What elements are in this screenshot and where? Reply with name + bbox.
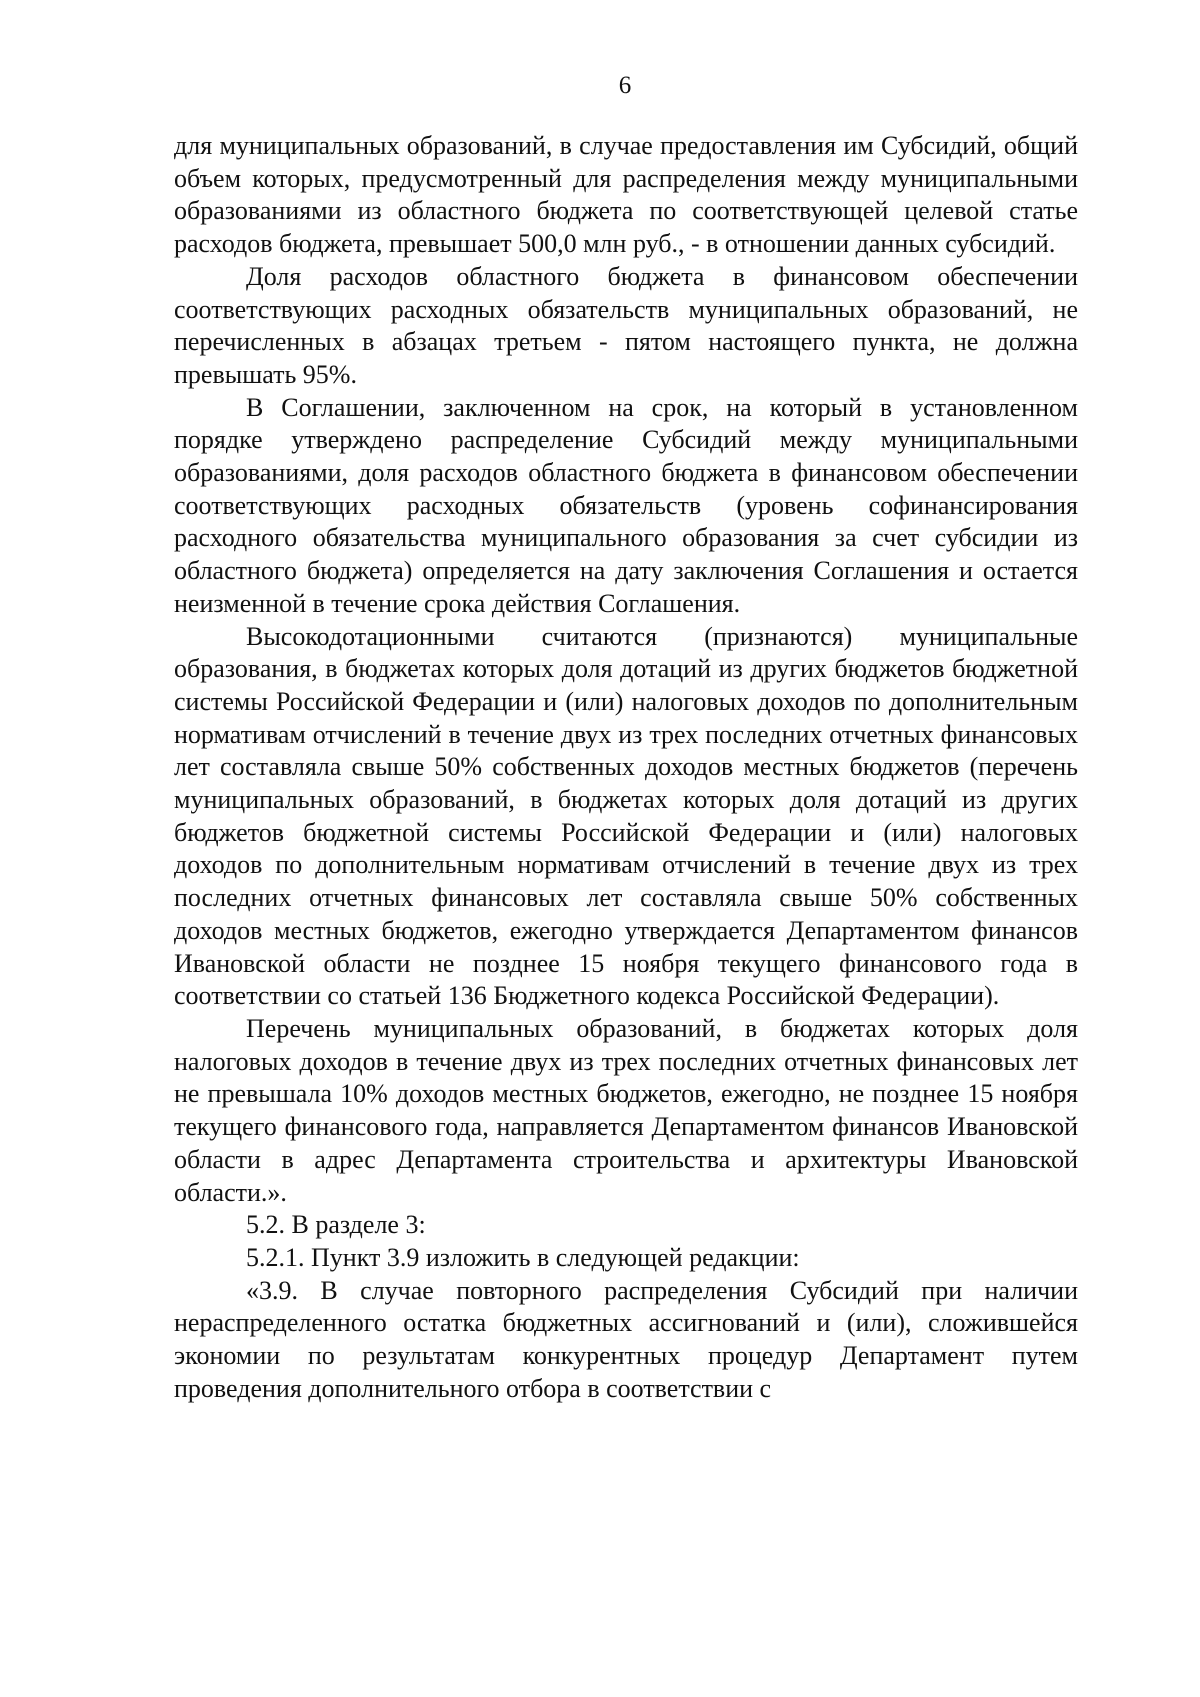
paragraph-high-subsidy: Высокодотационными считаются (признаются) муниципальные образования, в бюджетах которых доля дотаций из других бюджетов бюджетной системы Российской Федерации и (или) налоговых доходов по дополнительным нормативам отчислений в течение двух из трех последних отчетных финансовых лет составляла свыше 50% собственных доходов местных бюджетов (перечень муниципальных образований, в бюджетах которых доля дотаций из других бюджетов бюджетной системы Российской Федерации и (или) налоговых доходов по дополнительным нормативам отчислений в течение двух из трех последних отчетных финансовых лет составляла свыше 50% собственных доходов местных бюджетов, ежегодно утверждается Департаментом финансов Ивановской области не позднее 15 ноября текущего финансового года в соответствии со статьей 136 Бюджетного кодекса Российской Федерации). [174,621,1078,1011]
paragraph-clause-text: «3.9. В случае повторного распределения Субсидий при наличии нераспределенного остатка бюджетных ассигнований и (или), сложившейся экономии по результатам конкурентных процедур Департамент путем проведения дополнительного отбора в соответствии с [174,1275,1078,1403]
paragraph-continuation: для муниципальных образований, в случае предоставления им Субсидий, общий объем которых, предусмотренный для распределения между муниципальными образованиями из областного бюджета по соответствующей целевой статье расходов бюджета, превышает 500,0 млн руб., - в отношении данных субсидий. [174,131,1078,259]
page-number: 6 [618,72,632,99]
paragraph-section-heading: 5.2. В разделе 3: [246,1210,426,1240]
paragraph-municipal-list: Перечень муниципальных образований, в бюджетах которых доля налоговых доходов в течение двух из трех последних отчетных финансовых лет не превышала 10% доходов местных бюджетов, ежегодно, не позднее 15 ноября текущего финансового года, направляется Департаментом финансов Ивановской области в адрес Департамента строительства и архитектуры Ивановской области.». [174,1013,1078,1207]
document-body [174,130,1078,1405]
paragraph-budget-share: Доля расходов областного бюджета в финансовом обеспечении соответствующих расходных обязательств муниципальных образований, не перечисленных в абзацах третьем - пятом настоящего пункта, не должна превышать 95%. [174,261,1078,389]
paragraph-clause-heading: 5.2.1. Пункт 3.9 изложить в следующей редакции: [246,1242,800,1272]
paragraph-agreement: В Соглашении, заключенном на срок, на который в установленном порядке утверждено распределение Субсидий между муниципальными образованиями, доля расходов областного бюджета в финансовом обеспечении соответствующих расходных обязательств (уровень софинансирования расходного обязательства муниципального образования за счет субсидии из областного бюджета) определяется на дату заключения Соглашения и остается неизменной в течение срока действия Соглашения. [174,392,1078,618]
